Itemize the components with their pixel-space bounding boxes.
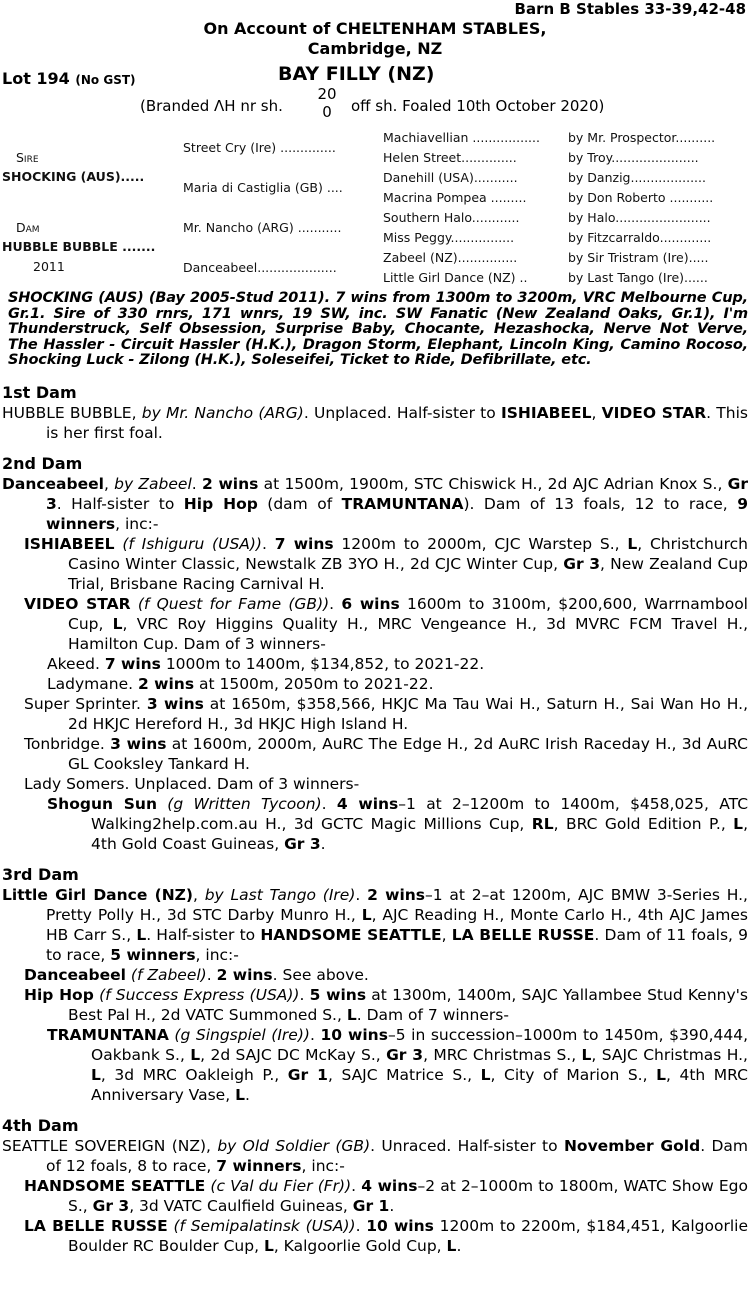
sire-name: SHOCKING (AUS)..... — [2, 169, 145, 184]
dam-label: Dam — [16, 220, 40, 235]
dam-foaled-year: 2011 — [33, 259, 65, 274]
progeny-entry: Shogun Sun (g Written Tycoon). 4 wins–1 at 2–1200m to 1400m, $458,025, ATC Walking2help.com.au H., 3d GCTC Magic Millions Cup, RL, BRC Gold Edition P., L, 4th Gold Coast Guineas, Gr 3. — [47, 794, 749, 853]
progeny-entry: Danceabeel (f Zabeel). 2 wins. See above. — [24, 965, 369, 984]
lot-title: BAY FILLY (NZ) — [278, 63, 435, 85]
pedigree-gen3: Little Girl Dance (NZ) .. — [383, 270, 528, 285]
pedigree-gen2: Street Cry (Ire) .............. — [183, 140, 336, 155]
pedigree-gen4: by Mr. Prospector.......... — [568, 130, 716, 145]
pedigree-table — [2, 125, 748, 283]
first-dam-heading: 1st Dam — [2, 382, 77, 402]
lot-row — [2, 63, 748, 91]
pedigree-gen3: Miss Peggy................ — [383, 230, 515, 245]
vendor-account — [2, 19, 748, 59]
pedigree-gen3: Zabeel (NZ)............... — [383, 250, 518, 265]
pedigree-gen4: by Halo........................ — [568, 210, 711, 225]
pedigree-gen2: Mr. Nancho (ARG) ........... — [183, 220, 342, 235]
progeny-entry: TRAMUNTANA (g Singspiel (Ire)). 10 wins–5 in succession–1000m to 1450m, $390,444, Oakbank S., L, 2d SAJC DC McKay S., Gr 3, MRC Christmas S., L, SAJC Christmas H., L, 3d MRC Oakleigh P., Gr 1, SAJC Matrice S., L, City of Marion S., L, 4th MRC Anniversary Vase, L. — [47, 1025, 749, 1104]
barn-location: Barn B Stables 33-39,42-48 — [514, 0, 746, 18]
sire-label: Sire — [16, 150, 39, 165]
brand-suffix: off sh. Foaled 10th October 2020) — [351, 97, 605, 115]
first-dam-name: HUBBLE BUBBLE — [2, 403, 132, 422]
sire-summary: SHOCKING (AUS) (Bay 2005-Stud 2011). 7 wins from 1300m to 3200m, VRC Melbourne Cup, Gr.1. Sire of 330 rnrs, 171 wnrs, 19 SW, inc. SW Fanatic (New Zealand Oaks, Gr.1), I'm Thunderstruck, Self Obsession, Surprise Baby, Chocante, Hezashocka, Nerve Not Verve, The Hassler - Circuit Hassler (H.K.), Dragon Storm, Elephant, Lincoln King, Camino Rocoso, Shocking Luck - Zilong (H.K.), Soleseifei, Ticket to Ride, Defibrillate, etc. — [8, 290, 748, 368]
progeny-entry: Lady Somers. Unplaced. Dam of 3 winners- — [24, 774, 360, 793]
brand-line — [2, 85, 748, 125]
pedigree-gen4: by Danzig................... — [568, 170, 706, 185]
pedigree-gen3: Machiavellian ................. — [383, 130, 540, 145]
second-dam-heading: 2nd Dam — [2, 453, 83, 473]
progeny-entry: Akeed. 7 wins 1000m to 1400m, $134,852, to 2021-22. — [47, 654, 485, 673]
pedigree-gen4: by Fitzcarraldo............. — [568, 230, 712, 245]
progeny-entry: LA BELLE RUSSE (f Semipalatinsk (USA)). 10 wins 1200m to 2200m, $184,451, Kalgoorlie Boulder RC Boulder Cup, L, Kalgoorlie Gold Cup, L. — [24, 1216, 749, 1255]
first-dam-paragraph: HUBBLE BUBBLE, by Mr. Nancho (ARG). Unplaced. Half-sister to ISHIABEEL, VIDEO STAR. This is her first foal. — [2, 403, 748, 442]
fourth-dam-paragraph: SEATTLE SOVEREIGN (NZ), by Old Soldier (GB). Unraced. Half-sister to November Gold. Dam of 12 foals, 8 to race, 7 winners, inc:- — [2, 1136, 748, 1175]
fourth-dam-heading: 4th Dam — [2, 1115, 79, 1135]
pedigree-gen3: Danehill (USA)........... — [383, 170, 518, 185]
progeny-entry: HANDSOME SEATTLE (c Val du Fier (Fr)). 4 wins–2 at 2–1000m to 1800m, WATC Show Ego S., Gr 3, 3d VATC Caulfield Guineas, Gr 1. — [24, 1176, 748, 1215]
vendor-line-1: On Account of CHELTENHAM STABLES, — [203, 19, 547, 38]
pedigree-gen4: by Don Roberto ........... — [568, 190, 714, 205]
progeny-entry: Ladymane. 2 wins at 1500m, 2050m to 2021-22. — [47, 674, 434, 693]
third-dam-paragraph: Little Girl Dance (NZ), by Last Tango (Ire). 2 wins–1 at 2–at 1200m, AJC BMW 3-Series H., Pretty Polly H., 3d STC Darby Munro H., L, AJC Reading H., Monte Carlo H., 4th AJC James HB Carr S., L. Half-sister to HANDSOME SEATTLE, LA BELLE RUSSE. Dam of 11 foals, 9 to race, 5 winners, inc:- — [2, 885, 749, 964]
progeny-entry: ISHIABEEL (f Ishiguru (USA)). 7 wins 1200m to 2000m, CJC Warstep S., L, Christchurch Casino Winter Classic, Newstalk ZB 3YO H., 2d CJC Winter Cup, Gr 3, New Zealand Cup Trial, Brisbane Racing Carnival H. — [24, 534, 748, 593]
pedigree-gen2: Danceabeel.................... — [183, 260, 337, 275]
pedigree-gen3: Macrina Pompea ......... — [383, 190, 527, 205]
dam-name: HUBBLE BUBBLE ....... — [2, 239, 156, 254]
progeny-entry: Tonbridge. 3 wins at 1600m, 2000m, AuRC The Edge H., 2d AuRC Irish Raceday H., 3d AuRC GL Cooksley Tankard H. — [24, 734, 748, 773]
gst-note: (No GST) — [75, 73, 136, 87]
pedigree-gen3: Southern Halo............ — [383, 210, 520, 225]
brand-number: 20 0 — [317, 85, 337, 121]
progeny-entry: Hip Hop (f Success Express (USA)). 5 wins at 1300m, 1400m, SAJC Yallambee Stud Kenny's Best Pal H., 2d VATC Summoned S., L. Dam of 7 winners- — [24, 985, 748, 1024]
pedigree-gen4: by Troy...................... — [568, 150, 699, 165]
progeny-entry: Super Sprinter. 3 wins at 1650m, $358,566, HKJC Ma Tau Wai H., Saturn H., Sai Wan Ho H., 2d HKJC Hereford H., 3d HKJC High Island H. — [24, 694, 748, 733]
pedigree-gen2: Maria di Castiglia (GB) .... — [183, 180, 343, 195]
pedigree-gen4: by Sir Tristram (Ire)..... — [568, 250, 709, 265]
lot-number: Lot 194 (No GST) — [2, 69, 136, 88]
brand-prefix: (Branded ɅH nr sh. — [140, 97, 283, 115]
pedigree-gen3: Helen Street.............. — [383, 150, 517, 165]
vendor-line-2: Cambridge, NZ — [307, 39, 443, 58]
progeny-entry: VIDEO STAR (f Quest for Fame (GB)). 6 wins 1600m to 3100m, $200,600, Warrnambool Cup, L, VRC Roy Higgins Quality H., MRC Vengeance H., 3d MVRC FCM Travel H., Hamilton Cup. Dam of 3 winners- — [24, 594, 749, 653]
third-dam-heading: 3rd Dam — [2, 864, 79, 884]
pedigree-gen4: by Last Tango (Ire)...... — [568, 270, 708, 285]
second-dam-paragraph: Danceabeel, by Zabeel. 2 wins at 1500m, 1900m, STC Chiswick H., 2d AJC Adrian Knox S., Gr 3. Half-sister to Hip Hop (dam of TRAMUNTANA). Dam of 13 foals, 12 to race, 9 winners, inc:- — [2, 474, 749, 533]
